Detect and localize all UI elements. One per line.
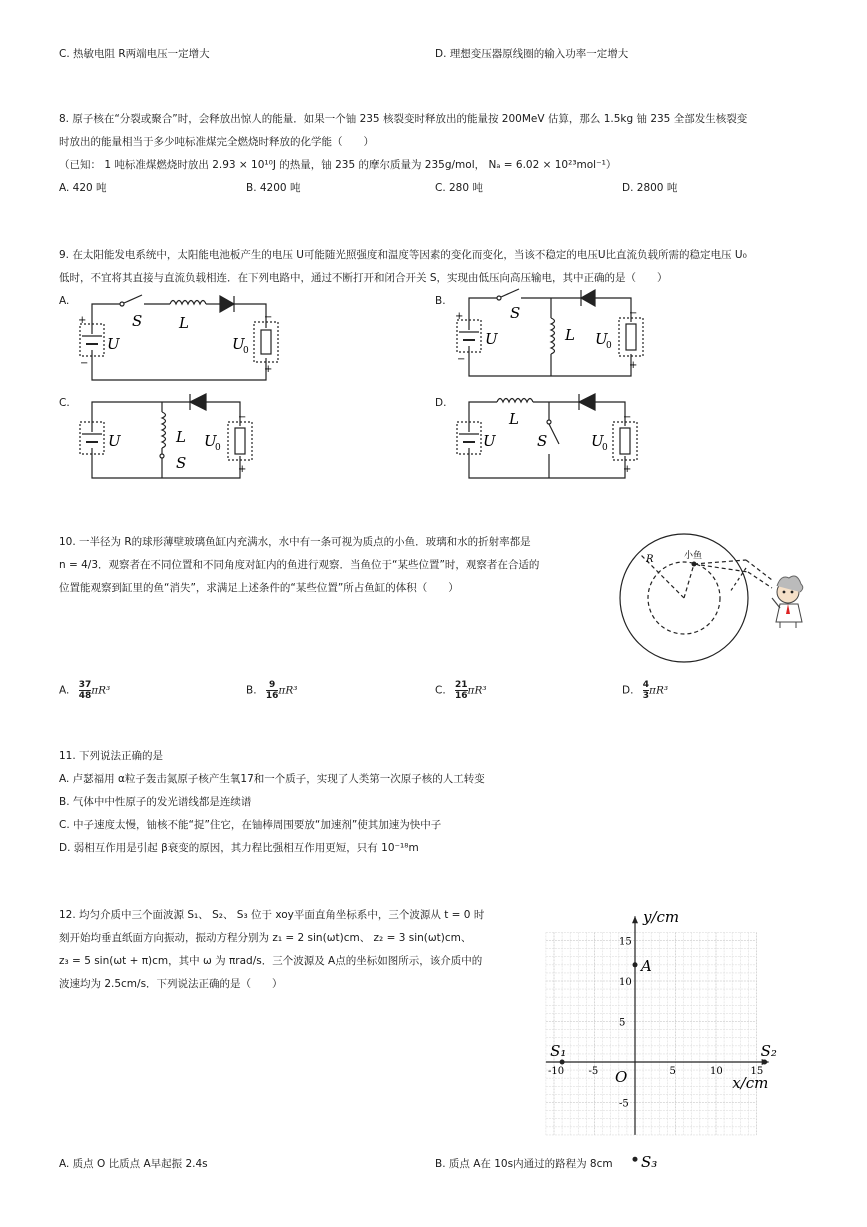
- svg-text:−: −: [264, 312, 273, 323]
- svg-text:+: +: [78, 315, 87, 326]
- coordinate-graph: [535, 905, 805, 1172]
- svg-text:+: +: [455, 311, 464, 322]
- x-tick-label: 10: [710, 1066, 723, 1077]
- svg-text:+: +: [629, 360, 638, 371]
- origin-label: O: [615, 1068, 628, 1086]
- q8-option-c[interactable]: C. 280 吨: [435, 182, 483, 194]
- q10-stem-line1: 10. 一半径为 R的球形薄壁玻璃鱼缸内充满水，水中有一条可视为质点的小鱼．玻璃和水的折射率都是: [59, 536, 531, 548]
- svg-text:L: L: [565, 326, 575, 344]
- point-marker: [633, 1157, 638, 1162]
- q9-option-d-label[interactable]: D.: [435, 397, 447, 409]
- svg-text:+: +: [264, 364, 273, 375]
- circuit-d: [455, 392, 665, 482]
- svg-text:0: 0: [606, 341, 612, 351]
- y-axis-arrow: [632, 916, 638, 923]
- label-u: U: [107, 335, 120, 353]
- y-axis-label: y/cm: [643, 908, 680, 927]
- q7-option-c: C. 热敏电阻 R两端电压一定增大: [59, 48, 210, 60]
- label-l: L: [179, 314, 189, 332]
- point-label-S₂: S₂: [760, 1042, 777, 1060]
- fig-fish-label: 小鱼: [684, 551, 703, 561]
- svg-text:−: −: [457, 354, 466, 365]
- label-u0: U: [232, 335, 245, 353]
- point-marker: [633, 962, 638, 967]
- svg-text:S: S: [510, 304, 521, 322]
- q11-option-b[interactable]: B. 气体中中性原子的发光谱线都是连续谱: [59, 796, 252, 808]
- q9-stem-line1: 9. 在太阳能发电系统中，太阳能电池板产生的电压 U可能随光照强度和温度等因素的变化而变化，当该不稳定的电压U比直流负载所需的稳定电压 U₀: [59, 249, 747, 261]
- q12-option-a[interactable]: A. 质点 O 比质点 A早起振 2.4s: [59, 1158, 208, 1170]
- svg-text:L: L: [176, 428, 186, 446]
- svg-text:L: L: [509, 410, 519, 428]
- y-tick-label: 15: [619, 936, 632, 948]
- q9-option-a-label[interactable]: A.: [59, 295, 70, 307]
- x-tick-label: -10: [548, 1066, 565, 1077]
- point-label-S₃: S₃: [641, 1153, 658, 1172]
- x-tick-label: -5: [588, 1066, 599, 1077]
- x-tick-label: 5: [669, 1066, 676, 1077]
- svg-text:0: 0: [215, 443, 221, 453]
- svg-text:−: −: [623, 412, 632, 423]
- svg-text:0: 0: [602, 443, 608, 453]
- q10-stem-line2: n = 4/3．观察者在不同位置和不同角度对缸内的鱼进行观察．当鱼位于“某些位置”时，观察者在合适的: [59, 559, 540, 571]
- observer-icon: [772, 576, 803, 628]
- y-tick-label: -5: [619, 1098, 629, 1110]
- svg-text:−: −: [80, 358, 89, 369]
- y-tick-label: 10: [619, 977, 632, 988]
- x-axis-label: x/cm: [732, 1074, 769, 1092]
- q11-option-d[interactable]: D. 弱相互作用是引起 β衰变的原因，其力程比强相互作用更短，只有 10⁻¹⁸m: [59, 842, 419, 854]
- point-marker: [762, 1060, 767, 1065]
- svg-text:U: U: [591, 432, 604, 450]
- q12-stem-line1: 12. 均匀介质中三个面波源 S₁、 S₂、 S₃ 位于 xoy平面直角坐标系中，三个波源从 t = 0 时: [59, 909, 485, 921]
- svg-text:U: U: [204, 432, 217, 450]
- q10-option-a[interactable]: A. $\frac{37}{48}$ πR³: [59, 680, 111, 701]
- q10-option-c[interactable]: C. $\frac{21}{16}$ πR³: [435, 680, 487, 701]
- svg-text:S: S: [537, 432, 548, 450]
- svg-text:S: S: [176, 454, 187, 472]
- q9-option-c-label[interactable]: C.: [59, 397, 70, 409]
- q8-given: （已知： 1 吨标准煤燃烧时放出 2.93 × 10¹⁰J 的热量，铀 235 的摩尔质量为 235g/mol， Nₐ = 6.02 × 10²³mol⁻¹）: [59, 159, 617, 171]
- q11-option-c[interactable]: C. 中子速度太慢，铀核不能“捉”住它，在铀棒周围要放“加速剂”使其加速为快中子: [59, 819, 442, 831]
- point-label-A: A: [641, 956, 652, 975]
- q8-option-d[interactable]: D. 2800 吨: [622, 182, 678, 194]
- svg-text:U: U: [108, 432, 121, 450]
- svg-text:+: +: [238, 464, 247, 475]
- q10-option-d[interactable]: D. $\frac{4}{3}$ πR³: [622, 680, 669, 701]
- svg-text:U: U: [485, 330, 498, 348]
- fishbowl-figure: [612, 534, 842, 664]
- q9-option-b-label[interactable]: B.: [435, 295, 446, 307]
- q9-stem-line2: 低时，不宜将其直接与直流负载相连．在下列电路中，通过不断打开和闭合开关 S，实现由低压向高压输电，其中正确的是（ ）: [59, 272, 668, 284]
- fig-r-label: R: [646, 554, 654, 565]
- svg-text:−: −: [629, 308, 638, 319]
- q8-option-b[interactable]: B. 4200 吨: [246, 182, 301, 194]
- q12-stem-line4: 波速均为 2.5cm/s．下列说法正确的是（ ）: [59, 978, 283, 990]
- x-tick-label: 15: [750, 1066, 764, 1077]
- circuit-a: [72, 292, 282, 382]
- q10-stem-line3: 位置能观察到缸里的鱼“消失”，求满足上述条件的“某些位置”所占鱼缸的体积（ ）: [59, 582, 459, 594]
- q12-option-b[interactable]: B. 质点 A在 10s内通过的路程为 8cm: [435, 1158, 613, 1170]
- point-label-S₁: S₁: [550, 1042, 567, 1060]
- circuit-b: [455, 290, 665, 380]
- q12-stem-line3: z₃ = 5 sin(ωt + π)cm，其中 ω 为 πrad/s．三个波源及 A点的坐标如图所示，该介质中的: [59, 955, 483, 967]
- q11-title: 11. 下列说法正确的是: [59, 750, 164, 762]
- q10-option-b[interactable]: B. $\frac{9}{16}$ πR³: [246, 680, 298, 701]
- q8-option-a[interactable]: A. 420 吨: [59, 182, 107, 194]
- q8-stem-line2: 时放出的能量相当于多少吨标准煤完全燃烧时释放的化学能（ ）: [59, 136, 374, 148]
- q11-option-a[interactable]: A. 卢瑟福用 α粒子轰击氮原子核产生氧17和一个质子，实现了人类第一次原子核的人工转变: [59, 773, 485, 785]
- q12-stem-line2: 刻开始均垂直纸面方向振动，振动方程分别为 z₁ = 2 sin(ωt)cm、 z₂ = 3 sin(ωt)cm、: [59, 932, 472, 944]
- svg-text:+: +: [623, 464, 632, 475]
- svg-text:U: U: [483, 432, 496, 450]
- y-tick-label: 5: [619, 1017, 626, 1029]
- svg-text:U: U: [595, 330, 608, 348]
- circuit-c: [72, 392, 282, 482]
- svg-text:0: 0: [243, 346, 249, 356]
- svg-text:−: −: [238, 412, 247, 423]
- q8-stem-line1: 8. 原子核在“分裂或聚合”时，会释放出惊人的能量．如果一个铀 235 核裂变时释放出的能量按 200MeV 估算，那么 1.5kg 铀 235 全部发生核裂变: [59, 113, 748, 125]
- point-marker: [560, 1060, 565, 1065]
- label-s: S: [132, 312, 143, 330]
- q7-option-d: D. 理想变压器原线圈的输入功率一定增大: [435, 48, 629, 60]
